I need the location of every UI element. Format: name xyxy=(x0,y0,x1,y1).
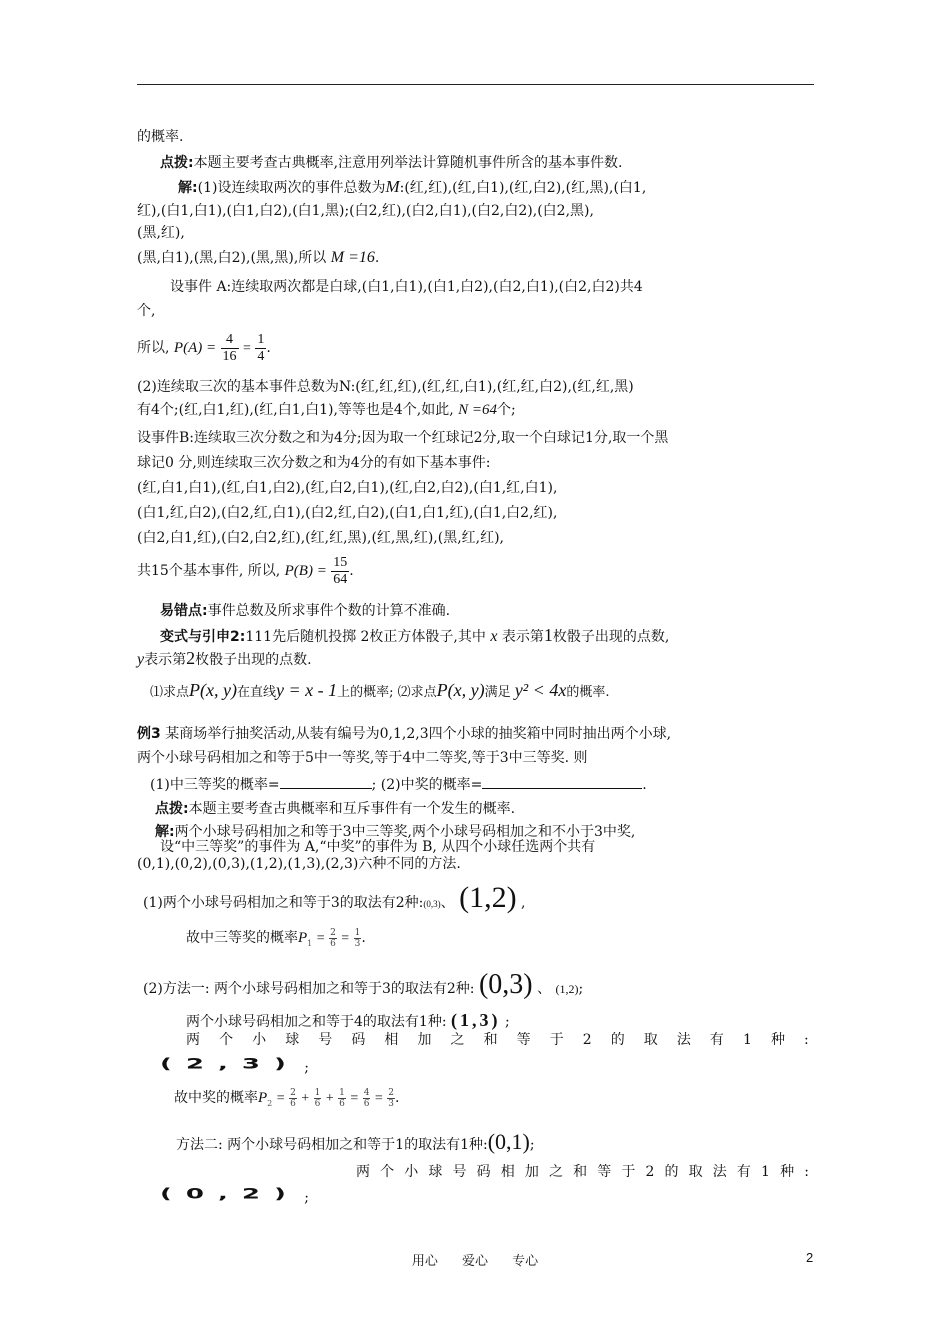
fraction: $\frac{2}{6}$ xyxy=(290,1087,296,1109)
formula-line: 所以, P(A) = $\frac{4}{16}$ = $\frac{1}{4}$ . xyxy=(137,331,271,364)
text-line: 设事件 A:连续取两次都是白球,(白1,白1),(白1,白2),(白2,白1),(白2,白2)共4 xyxy=(170,279,643,295)
pitfall-label: 易错点: xyxy=(160,603,208,619)
pitfall-line: 易错点:事件总数及所求事件个数的计算不准确. xyxy=(160,603,451,619)
text-line: 设事件B:连续取三次分数之和为4分;因为取一个红球记2分,取一个白球记1分,取一个黑 xyxy=(137,430,669,446)
text-line: (2)连续取三次的基本事件总数为N:(红,红,红),(红,红,白1),(红,红,白2),(红,红,黑) xyxy=(137,379,634,395)
fraction: $\frac{2}{3}$ xyxy=(388,1087,394,1109)
example-line: 例3 某商场举行抽奖活动,从装有编号为0,1,2,3四个小球的抽奖箱中同时抽出两个小球, xyxy=(137,726,672,742)
text-line: (红,白1,白1),(红,白1,白2),(红,白2,白1),(红,白2,白2),(白1,红,白1), xyxy=(137,480,558,496)
solution-line: 解:(1)设连续取两次的事件总数为M:(红,红),(红,白1),(红,白2),(红,黑),(白1, xyxy=(178,177,647,196)
text-line: 设“中三等奖”的事件为 A,“中奖”的事件为 B, 从四个小球任选两个共有 xyxy=(160,839,596,855)
text-line: 的概率. xyxy=(137,129,184,145)
example-label: 例3 xyxy=(137,726,161,742)
variant-label: 变式与引申2: xyxy=(160,629,246,645)
answer-blank[interactable] xyxy=(482,774,642,789)
text-line: 红),(白1,白1),(白1,白2),(白1,黑);(白2,红),(白2,白1),(白2,白2),(白2,黑), xyxy=(137,203,594,219)
hint-line: 点拨:本题主要考查古典概率,注意用列举法计算随机事件所含的基本事件数. xyxy=(160,155,623,171)
text-line: 两个小球号码相加之和等于4的取法有1种: (1,3) ; xyxy=(186,1010,510,1030)
text-line: (0,1),(0,2),(0,3),(1,2),(1,3),(2,3)六种不同的方法. xyxy=(137,856,461,872)
answer-blank[interactable] xyxy=(280,774,372,789)
justified-line: 两 个 小 球 号 码 相 加 之 和 等 于 2 的 取 法 有 1 种 : xyxy=(186,1032,809,1048)
fraction: $\frac{1}{6}$ xyxy=(314,1087,321,1109)
solution-label: 解: xyxy=(155,824,175,840)
text-line: (0,2) ; xyxy=(160,1185,309,1206)
page-number: 2 xyxy=(806,1250,814,1265)
hint-label: 点拨: xyxy=(155,801,189,817)
text-line: 个, xyxy=(137,303,156,319)
text-line: (黑,红), xyxy=(137,225,185,241)
text-line: (2)方法一: 两个小球号码相加之和等于3的取法有2种: (0,3) 、 (1,2); xyxy=(143,969,584,1000)
question-line: (1)中三等奖的概率= ; (2)中奖的概率= . xyxy=(150,774,647,795)
text-line: 有4个;(红,白1,红),(红,白1,白1),等等也是4个,如此, N =64个; xyxy=(137,402,516,418)
formula-line: 故中三等奖的概率$P_1$ = $\frac{2}{6}$ = $\frac{1}{3}$ . xyxy=(186,927,366,949)
text-line: (白2,白1,红),(白2,白2,红),(红,红,黑),(红,黑,红),(黑,红,红), xyxy=(137,530,505,546)
page-footer: 用心 爱心 专心 xyxy=(411,1254,539,1269)
text-line: (白1,红,白2),(白2,红,白1),(白2,红,白2),(白1,白1,红),(白1,白2,红), xyxy=(137,505,558,521)
solution-line: 解:两个小球号码相加之和等于3中三等奖,两个小球号码相加之和不小于3中奖, xyxy=(155,824,636,840)
hint-label: 点拨: xyxy=(160,155,194,171)
hint-line: 点拨:本题主要考查古典概率和互斥事件有一个发生的概率. xyxy=(155,801,516,817)
text-line: 方法二: 两个小球号码相加之和等于1的取法有1种:(0,1); xyxy=(176,1129,535,1154)
formula-line: 共15个基本事件, 所以, P(B) = $\frac{15}{64}$ . xyxy=(137,554,354,587)
fraction: $\frac{2}{6}$ xyxy=(330,927,336,949)
fraction: $\frac{1}{6}$ xyxy=(339,1087,345,1109)
solution-label: 解: xyxy=(178,180,198,196)
fraction: $\frac{15}{64}$ xyxy=(333,554,348,587)
formula-line: 故中奖的概率$P_2$ = $\frac{2}{6}$ + $\frac{1}{6}$ + $\frac{1}{6}$ = $\frac{4}{6}$ = $\frac{2}{3}$ . xyxy=(174,1087,400,1109)
fraction: $\frac{4}{16}$ xyxy=(222,331,237,364)
header-rule xyxy=(137,84,814,85)
text-line: 两个小球号码相加之和等于5中一等奖,等于4中二等奖,等于3中三等奖. 则 xyxy=(137,750,588,766)
variant-line: 变式与引申2:111先后随机投掷 2枚正方体骰子,其中 x 表示第1枚骰子出现的点数, xyxy=(160,625,670,645)
question-line: ⑴求点P(x, y)在直线y = x - 1上的概率; ⑵求点P(x, y)满足 y² < 4x的概率. xyxy=(150,680,610,700)
text-line: (2,3) ; xyxy=(160,1055,309,1076)
justified-line: 两 个 小 球 号 码 相 加 之 和 等 于 2 的 取 法 有 1 种 : xyxy=(356,1164,809,1180)
text-line: y表示第2枚骰子出现的点数. xyxy=(137,648,312,668)
fraction: $\frac{1}{4}$ xyxy=(257,331,265,364)
fraction: $\frac{4}{6}$ xyxy=(363,1087,370,1109)
text-line: (黑,白1),(黑,白2),(黑,黑),所以 M =16. xyxy=(137,249,380,266)
text-line: (1)两个小球号码相加之和等于3的取法有2种:(0,3)、 (1,2) , xyxy=(143,881,526,914)
text-line: 球记0 分,则连续取三次分数之和为4分的有如下基本事件: xyxy=(137,455,491,471)
fraction: $\frac{1}{3}$ xyxy=(354,927,361,949)
